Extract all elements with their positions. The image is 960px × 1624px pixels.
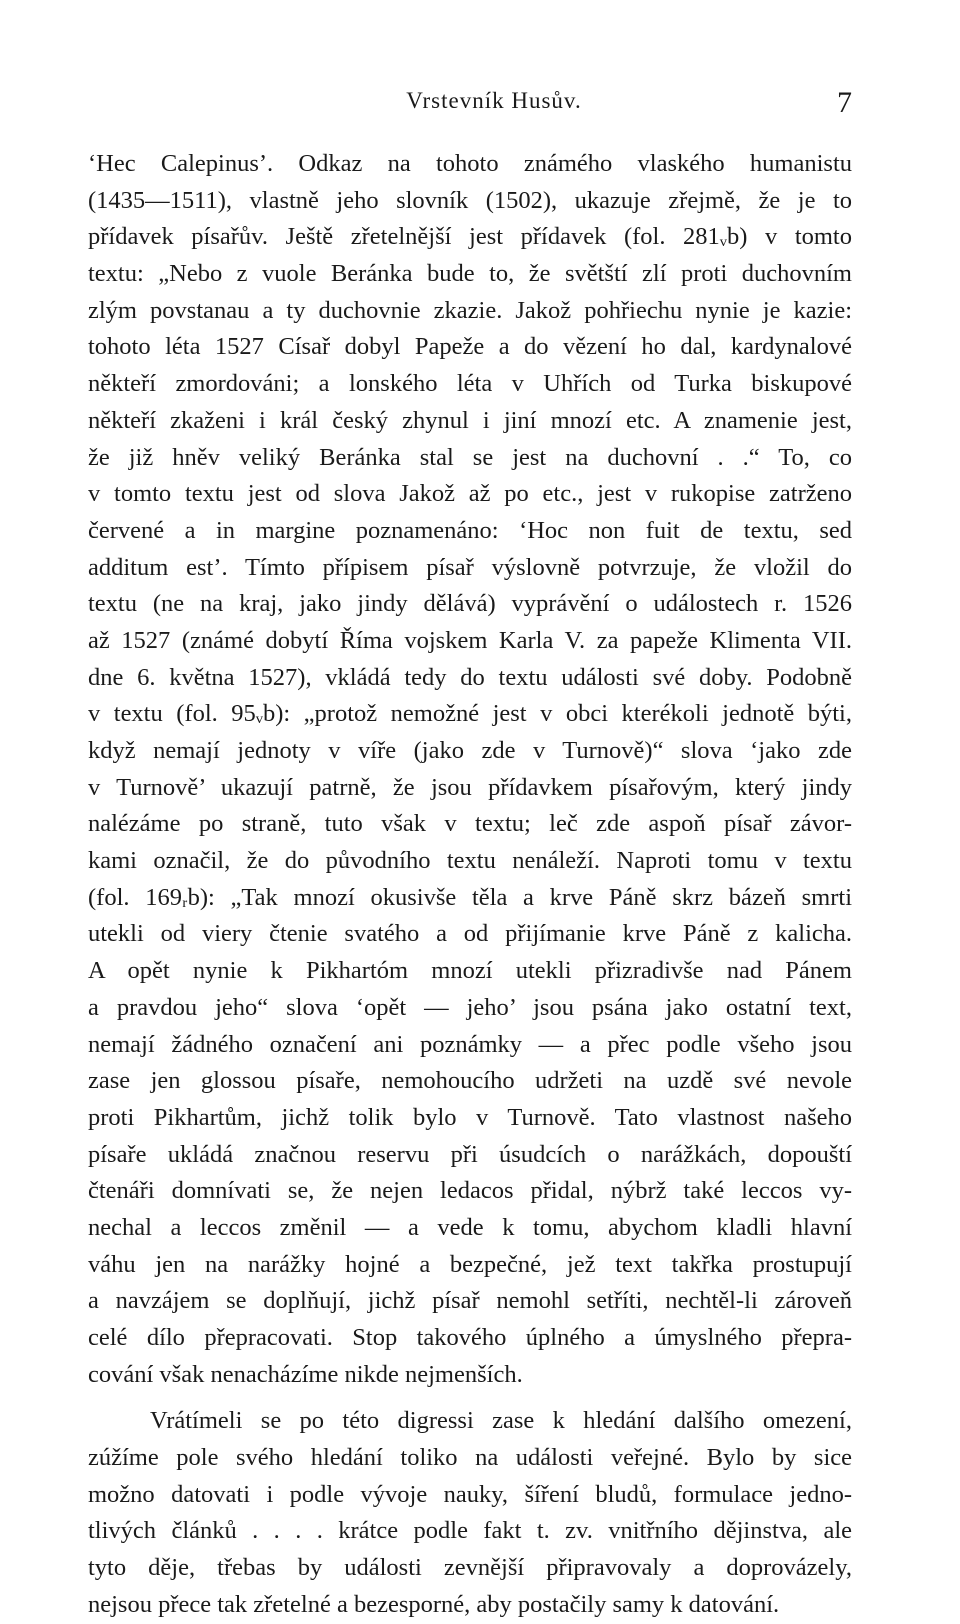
page-number: 7 xyxy=(837,86,852,119)
text-line: proti Pikhartům, jichž tolik bylo v Turnově. Tato vlastnost našeho xyxy=(88,1103,852,1131)
page-body xyxy=(88,146,852,1624)
text-line: dne 6. května 1527), vkládá tedy do textu události své doby. Podobně xyxy=(88,663,852,691)
text-line: v tomto textu jest od slova Jakož až po etc., jest v rukopise zatrženo xyxy=(88,480,852,508)
text-line: nechal a leccos změnil — a vede k tomu, abychom kladli hlavní xyxy=(88,1213,852,1241)
paragraph-1 xyxy=(88,146,852,1393)
text-line: tohoto léta 1527 Císař dobyl Papeže a do vězení ho dal, kardynalové xyxy=(88,333,852,361)
text-line: přídavek písařův. Ještě zřetelnější jest přídavek (fol. 281ᵥb) v tomto xyxy=(88,223,852,251)
text-line: Vrátímeli se po této digressi zase k hledání dalšího omezení, xyxy=(150,1407,852,1435)
text-line: (fol. 169ᵣb): „Tak mnozí okusivše těla a krve Páně skrz bázeň smrti xyxy=(88,883,852,911)
text-line: nejsou přece tak zřetelné a bezesporné, aby postačily samy k datování. xyxy=(88,1590,780,1618)
text-line: A opět nynie k Pikhartóm mnozí utekli přizradivše nad Pánem xyxy=(88,957,852,985)
text-line: zase jen glossou písaře, nemohoucího udržeti na uzdě své nevole xyxy=(88,1067,852,1095)
text-line: možno datovati i podle vývoje nauky, šíření bludů, formulace jedno- xyxy=(88,1480,852,1508)
text-line: někteří zkaženi i král český zhynul i jiní mnozí etc. A znamenie jest, xyxy=(88,406,852,434)
text-line: až 1527 (známé dobytí Říma vojskem Karla V. za papeže Klimenta VII. xyxy=(88,626,852,654)
text-line: ‘Hec Calepinus’. Odkaz na tohoto známého vlaského humanistu xyxy=(88,150,852,177)
page-header xyxy=(88,88,852,128)
text-line: písaře ukládá značnou reservu při úsudcích o narážkách, dopouští xyxy=(88,1140,852,1168)
paragraph-2 xyxy=(88,1403,852,1623)
text-line: a pravdou jeho“ slova ‘opět — jeho’ jsou psána jako ostatní text, xyxy=(88,993,852,1021)
text-line: čtenáři domnívati se, že nejen ledacos přidal, nýbrž také leccos vy- xyxy=(88,1177,852,1205)
text-line: nemají žádného označení ani poznámky — a přec podle všeho jsou xyxy=(88,1030,852,1058)
text-line: nalézáme po straně, tuto však v textu; leč zde aspoň písař závor- xyxy=(88,810,852,838)
text-line: tlivých článků . . . . krátce podle fakt t. zv. vnitřního dějinstva, ale xyxy=(88,1517,852,1545)
text-line: když nemají jednoty v víře (jako zde v Turnově)“ slova ‘jako zde xyxy=(88,737,852,764)
text-line: tyto děje, třebas by události zevnější připravovaly a doprovázely, xyxy=(88,1554,852,1582)
text-line: additum est’. Tímto přípisem písař výslovně potvrzuje, že vložil do xyxy=(88,553,852,581)
text-line: že již hněv veliký Beránka stal se jest na duchovní . .“ To, co xyxy=(88,443,852,471)
text-line: textu (ne na kraj, jako jindy dělává) vyprávění o událostech r. 1526 xyxy=(88,590,852,618)
text-line: zlým povstanau a ty duchovnie zkazie. Jakož pohřiechu nynie je kazie: xyxy=(88,296,852,324)
text-line: (1435—1511), vlastně jeho slovník (1502), ukazuje zřejmě, že je to xyxy=(88,186,852,214)
text-line: váhu jen na narážky hojné a bezpečné, jež text takřka prostupují xyxy=(88,1250,852,1278)
text-line: textu: „Nebo z vuole Beránka bude to, že světští zlí proti duchovním xyxy=(88,260,852,288)
text-line: zúžíme pole svého hledání toliko na události veřejné. Bylo by sice xyxy=(88,1444,852,1472)
text-line: kami označil, že do původního textu nenáleží. Naproti tomu v textu xyxy=(88,847,852,875)
text-line: v Turnově’ ukazují patrně, že jsou přídavkem písařovým, který jindy xyxy=(88,773,852,801)
text-line: a navzájem se doplňují, jichž písař nemohl setříti, nechtěl-li zároveň xyxy=(88,1287,852,1315)
text-line: cování však nenacházíme nikde nejmenších. xyxy=(88,1360,523,1388)
text-line: červené a in margine poznamenáno: ‘Hoc non fuit de textu, sed xyxy=(88,516,852,544)
running-title: Vrstevník Husův. xyxy=(406,88,582,113)
text-line: někteří zmordováni; a lonského léta v Uhřích od Turka biskupové xyxy=(88,370,852,398)
text-line: utekli od viery čtenie svatého a od přijímanie krve Páně z kalicha. xyxy=(88,920,852,948)
text-line: v textu (fol. 95ᵥb): „protož nemožné jest v obci kterékoli jednotě býti, xyxy=(88,700,852,728)
text-line: celé dílo přepracovati. Stop takového úplného a úmyslného přepra- xyxy=(88,1324,852,1351)
